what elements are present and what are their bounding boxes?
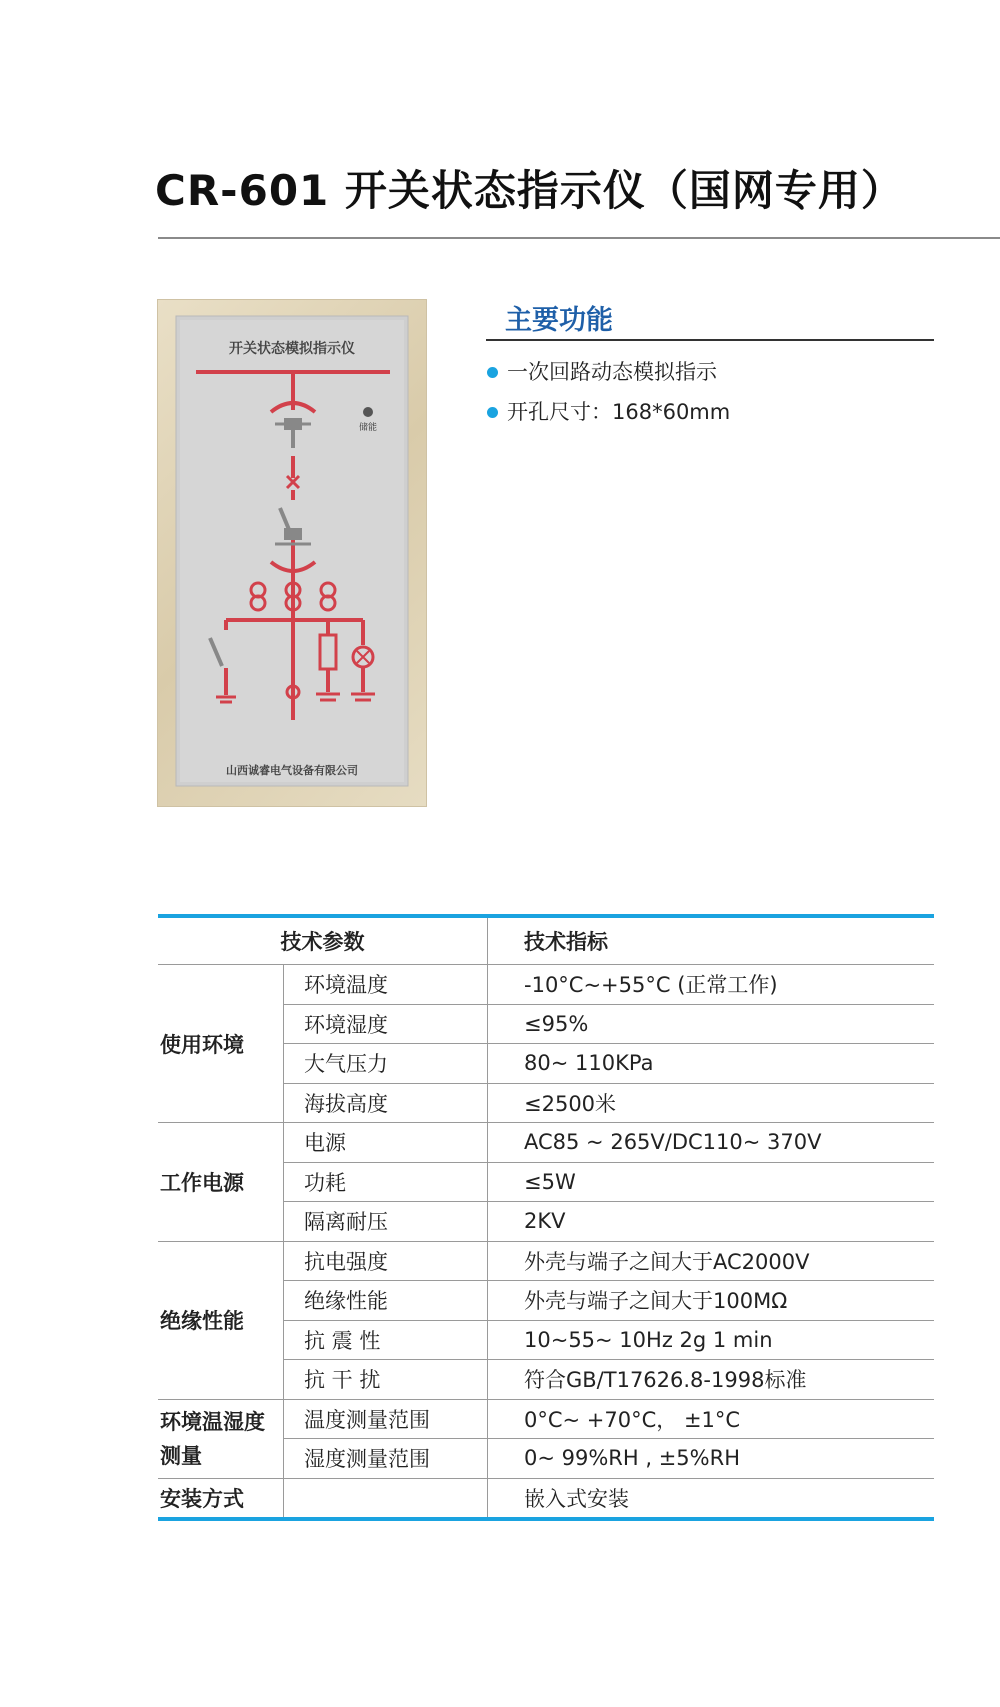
item-cell: 抗 震 性 [284, 1320, 488, 1360]
value-cell: 0~ 99%RH , ±5%RH [488, 1439, 935, 1479]
spec-table [158, 914, 934, 1521]
value-cell: 80~ 110KPa [488, 1044, 935, 1084]
value-cell: 外壳与端子之间大于AC2000V [488, 1241, 935, 1281]
category-cell: 工作电源 [158, 1123, 284, 1242]
device-image [158, 300, 426, 806]
value-cell: ≤95% [488, 1004, 935, 1044]
header-indicator: 技术指标 [488, 916, 935, 965]
item-cell: 湿度测量范围 [284, 1439, 488, 1479]
item-cell: 抗 干 扰 [284, 1360, 488, 1400]
item-cell: 绝缘性能 [284, 1281, 488, 1321]
item-cell: 电源 [284, 1123, 488, 1163]
functions-divider [486, 339, 934, 341]
value-cell: 外壳与端子之间大于100MΩ [488, 1281, 935, 1321]
value-cell: ≤5W [488, 1162, 935, 1202]
category-cell: 使用环境 [158, 965, 284, 1123]
category-cell: 安装方式 [158, 1478, 284, 1519]
table-header-row [158, 916, 934, 965]
category-cell: 环境温湿度测量 [158, 1399, 284, 1478]
category-cell: 绝缘性能 [158, 1241, 284, 1399]
item-cell: 功耗 [284, 1162, 488, 1202]
value-cell: 符合GB/T17626.8-1998标准 [488, 1360, 935, 1400]
item-cell [284, 1478, 488, 1519]
value-cell: 嵌入式安装 [488, 1478, 935, 1519]
value-cell: AC85 ~ 265V/DC110~ 370V [488, 1123, 935, 1163]
manufacturer-text: 山西诚睿电气设备有限公司 [226, 765, 358, 777]
value-cell: 10~55~ 10Hz 2g 1 min [488, 1320, 935, 1360]
list-item: 一次回路动态模拟指示 [487, 352, 730, 392]
table-row [158, 1399, 934, 1439]
item-cell: 环境温度 [284, 965, 488, 1005]
value-cell: ≤2500米 [488, 1083, 935, 1123]
value-cell: -10°C~+55°C (正常工作) [488, 965, 935, 1005]
value-cell: 0°C~ +70°C， ±1°C [488, 1399, 935, 1439]
functions-list [487, 352, 730, 432]
bullet-icon [487, 407, 498, 418]
item-cell: 隔离耐压 [284, 1202, 488, 1242]
table-row [158, 965, 934, 1005]
storage-indicator [363, 407, 373, 417]
bullet-icon [487, 367, 498, 378]
item-cell: 抗电强度 [284, 1241, 488, 1281]
item-cell: 温度测量范围 [284, 1399, 488, 1439]
table-row [158, 1241, 934, 1281]
table-row [158, 1478, 934, 1519]
functions-heading: 主要功能 [505, 305, 613, 336]
svg-text:储能: 储能 [358, 422, 378, 432]
device-panel-drawing [158, 300, 426, 806]
panel-title-text: 开关状态模拟指示仪 [229, 340, 355, 356]
value-cell: 2KV [488, 1202, 935, 1242]
list-item: 开孔尺寸：168*60mm [487, 392, 730, 432]
item-cell: 大气压力 [284, 1044, 488, 1084]
item-cell: 环境湿度 [284, 1004, 488, 1044]
item-cell: 海拔高度 [284, 1083, 488, 1123]
header-param: 技术参数 [158, 916, 488, 965]
title-divider [158, 237, 1000, 239]
table-row [158, 1123, 934, 1163]
page-title: CR-601 开关状态指示仪（国网专用） [155, 166, 904, 215]
